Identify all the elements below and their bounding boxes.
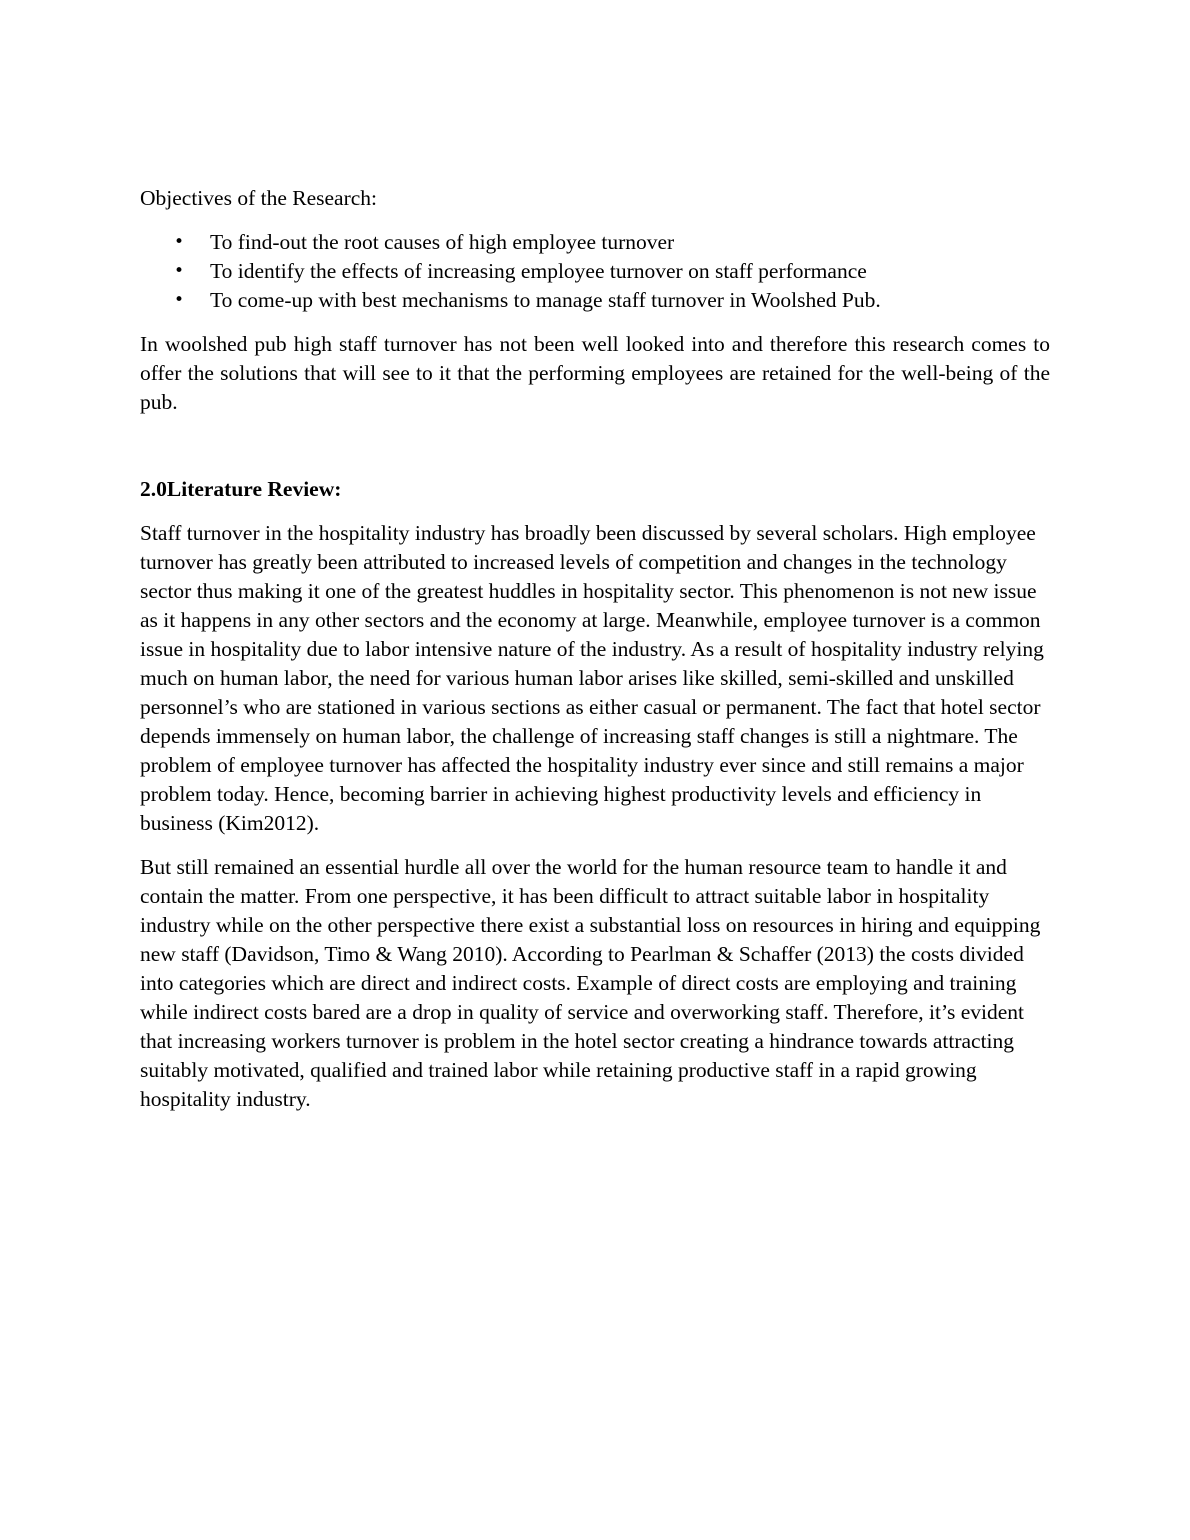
list-item <box>140 228 1050 257</box>
body-paragraph: Staff turnover in the hospitality industry has broadly been discussed by several scholars. High employee turnover has greatly been attributed to increased levels of competition and changes in the technology sector thus making it one of the greatest huddles in hospitality sector. This phenomenon is not new issue as it happens in any other sectors and the economy at large. Meanwhile, employee turnover is a common issue in hospitality due to labor intensive nature of the industry. As a result of hospitality industry relying much on human labor, the need for various human labor arises like skilled, semi-skilled and unskilled personnel’s who are stationed in various sections as either casual or permanent. The fact that hotel sector depends immensely on human labor, the challenge of increasing staff changes is still a nightmare. The problem of employee turnover has affected the hospitality industry ever since and still remains a major problem today. Hence, becoming barrier in achieving highest productivity levels and efficiency in business (Kim2012). <box>140 521 1044 835</box>
section-heading: 2.0Literature Review: <box>140 477 342 501</box>
list-item-text: To come-up with best mechanisms to manage staff turnover in Woolshed Pub. <box>210 288 881 312</box>
objectives-label: Objectives of the Research: <box>140 186 378 210</box>
bullet-icon: • <box>174 261 185 281</box>
list-item <box>140 257 1050 286</box>
page-content <box>140 184 1050 1129</box>
intro-paragraph: In woolshed pub high staff turnover has not been well looked into and therefore this research comes to offer the solutions that will see to it that the performing employees are retained for the well-being of the pub. <box>140 332 1050 414</box>
objectives-list <box>140 228 1050 315</box>
list-item <box>140 286 1050 315</box>
bullet-icon: • <box>174 232 185 252</box>
list-item-text: To find-out the root causes of high employee turnover <box>210 230 675 254</box>
body-paragraph: But still remained an essential hurdle all over the world for the human resource team to handle it and contain the matter. From one perspective, it has been difficult to attract suitable labor in hospitality industry while on the other perspective there exist a substantial loss on resources in hiring and equipping new staff (Davidson, Timo & Wang 2010). According to Pearlman & Schaffer (2013) the costs divided into categories which are direct and indirect costs. Example of direct costs are employing and training while indirect costs bared are a drop in quality of service and overworking staff. Therefore, it’s evident that increasing workers turnover is problem in the hotel sector creating a hindrance towards attracting suitably motivated, qualified and trained labor while retaining productive staff in a rapid growing hospitality industry. <box>140 855 1041 1111</box>
bullet-icon: • <box>174 290 185 310</box>
list-item-text: To identify the effects of increasing employee turnover on staff performance <box>210 259 867 283</box>
